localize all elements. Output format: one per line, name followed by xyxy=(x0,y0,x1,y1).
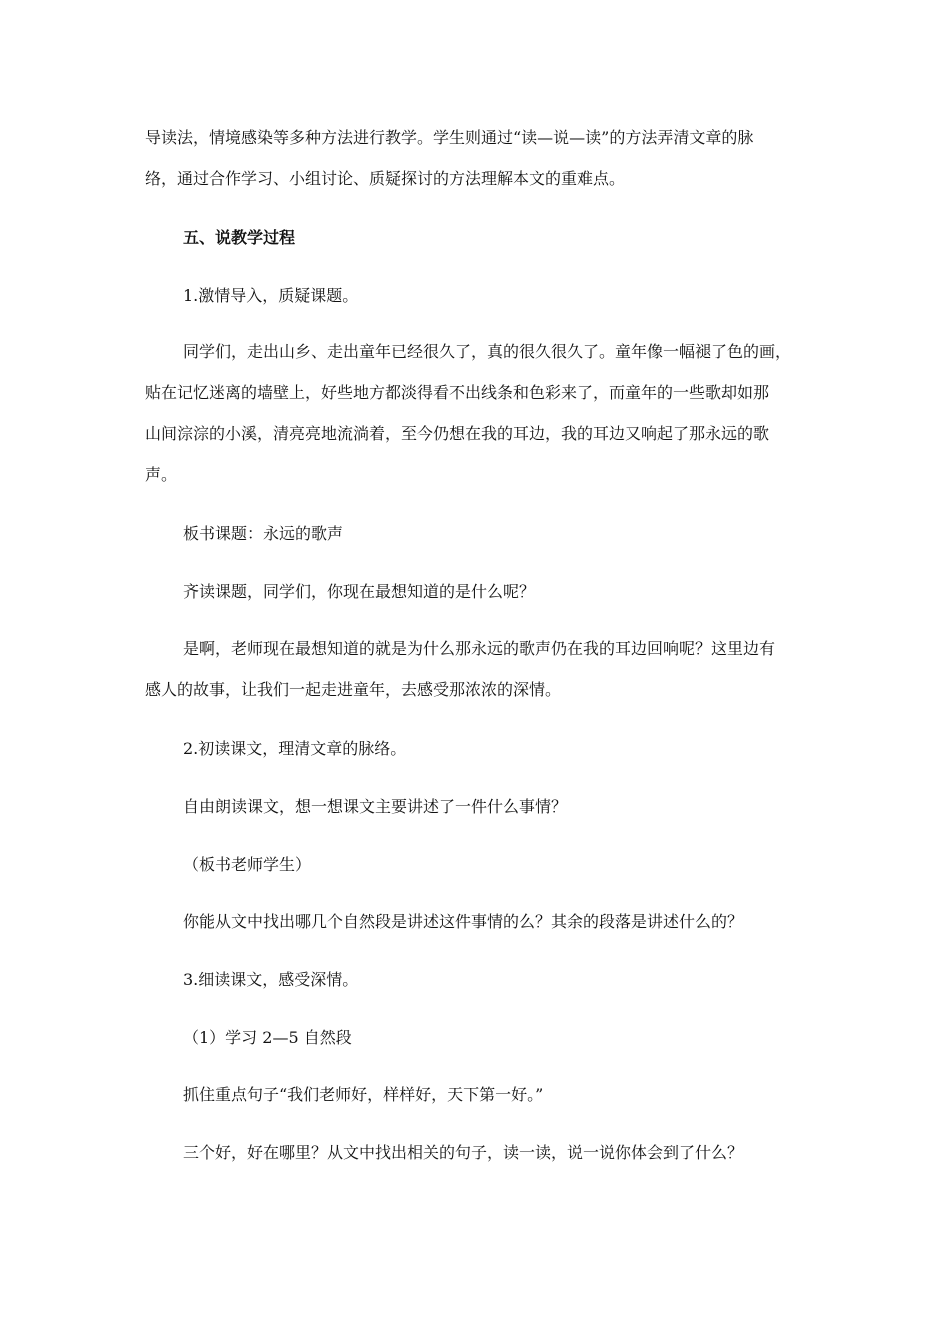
text-line: 声。 xyxy=(145,465,178,484)
paragraph-study-sections: （1）学习 2—5 自然段 xyxy=(183,1028,352,1047)
subheading-1: 1.激情导入，质疑课题。 xyxy=(183,286,359,305)
text-line: 是啊，老师现在最想知道的就是为什么那永远的歌声仍在我的耳边回响呢？这里边有 xyxy=(183,639,776,658)
paragraph-three-good: 三个好，好在哪里？从文中找出相关的句子，读一读，说一说你体会到了什么？ xyxy=(183,1143,744,1162)
paragraph-board-note: （板书老师学生） xyxy=(183,855,312,874)
paragraph-key-sentence: 抓住重点句子“我们老师好，样样好，天下第一好。” xyxy=(183,1085,544,1104)
paragraph-question xyxy=(145,638,817,701)
text-line: 感人的故事，让我们一起走进童年，去感受那浓浓的深情。 xyxy=(145,680,562,699)
paragraph-free-reading: 自由朗读课文，想一想课文主要讲述了一件什么事情？ xyxy=(183,797,568,816)
section-heading: 五、说教学过程 xyxy=(183,228,296,247)
paragraph-read-title: 齐读课题，同学们，你现在最想知道的是什么呢？ xyxy=(183,582,536,601)
paragraph-intro xyxy=(145,341,817,486)
text-line: 山间淙淙的小溪，清亮亮地流淌着，至今仍想在我的耳边，我的耳边又响起了那永远的歌 xyxy=(145,424,770,443)
text-line: 导读法，情境感染等多种方法进行教学。学生则通过“读—说—读”的方法弄清文章的脉 xyxy=(145,128,754,147)
text-line: 贴在记忆迷离的墙壁上，好些地方都淡得看不出线条和色彩来了，而童年的一些歌却如那 xyxy=(145,383,770,402)
paragraph-teaching-methods xyxy=(145,127,817,190)
subheading-3: 3.细读课文，感受深情。 xyxy=(183,970,359,989)
text-line: 同学们，走出山乡、走出童年已经很久了，真的很久很久了。童年像一幅褪了色的画， xyxy=(183,342,792,361)
subheading-2: 2.初读课文，理清文章的脉络。 xyxy=(183,739,407,758)
paragraph-find-sections: 你能从文中找出哪几个自然段是讲述这件事情的么？其余的段落是讲述什么的？ xyxy=(183,912,744,931)
paragraph-board-title: 板书课题：永远的歌声 xyxy=(183,524,344,543)
text-line: 络，通过合作学习、小组讨论、质疑探讨的方法理解本文的重难点。 xyxy=(145,169,626,188)
